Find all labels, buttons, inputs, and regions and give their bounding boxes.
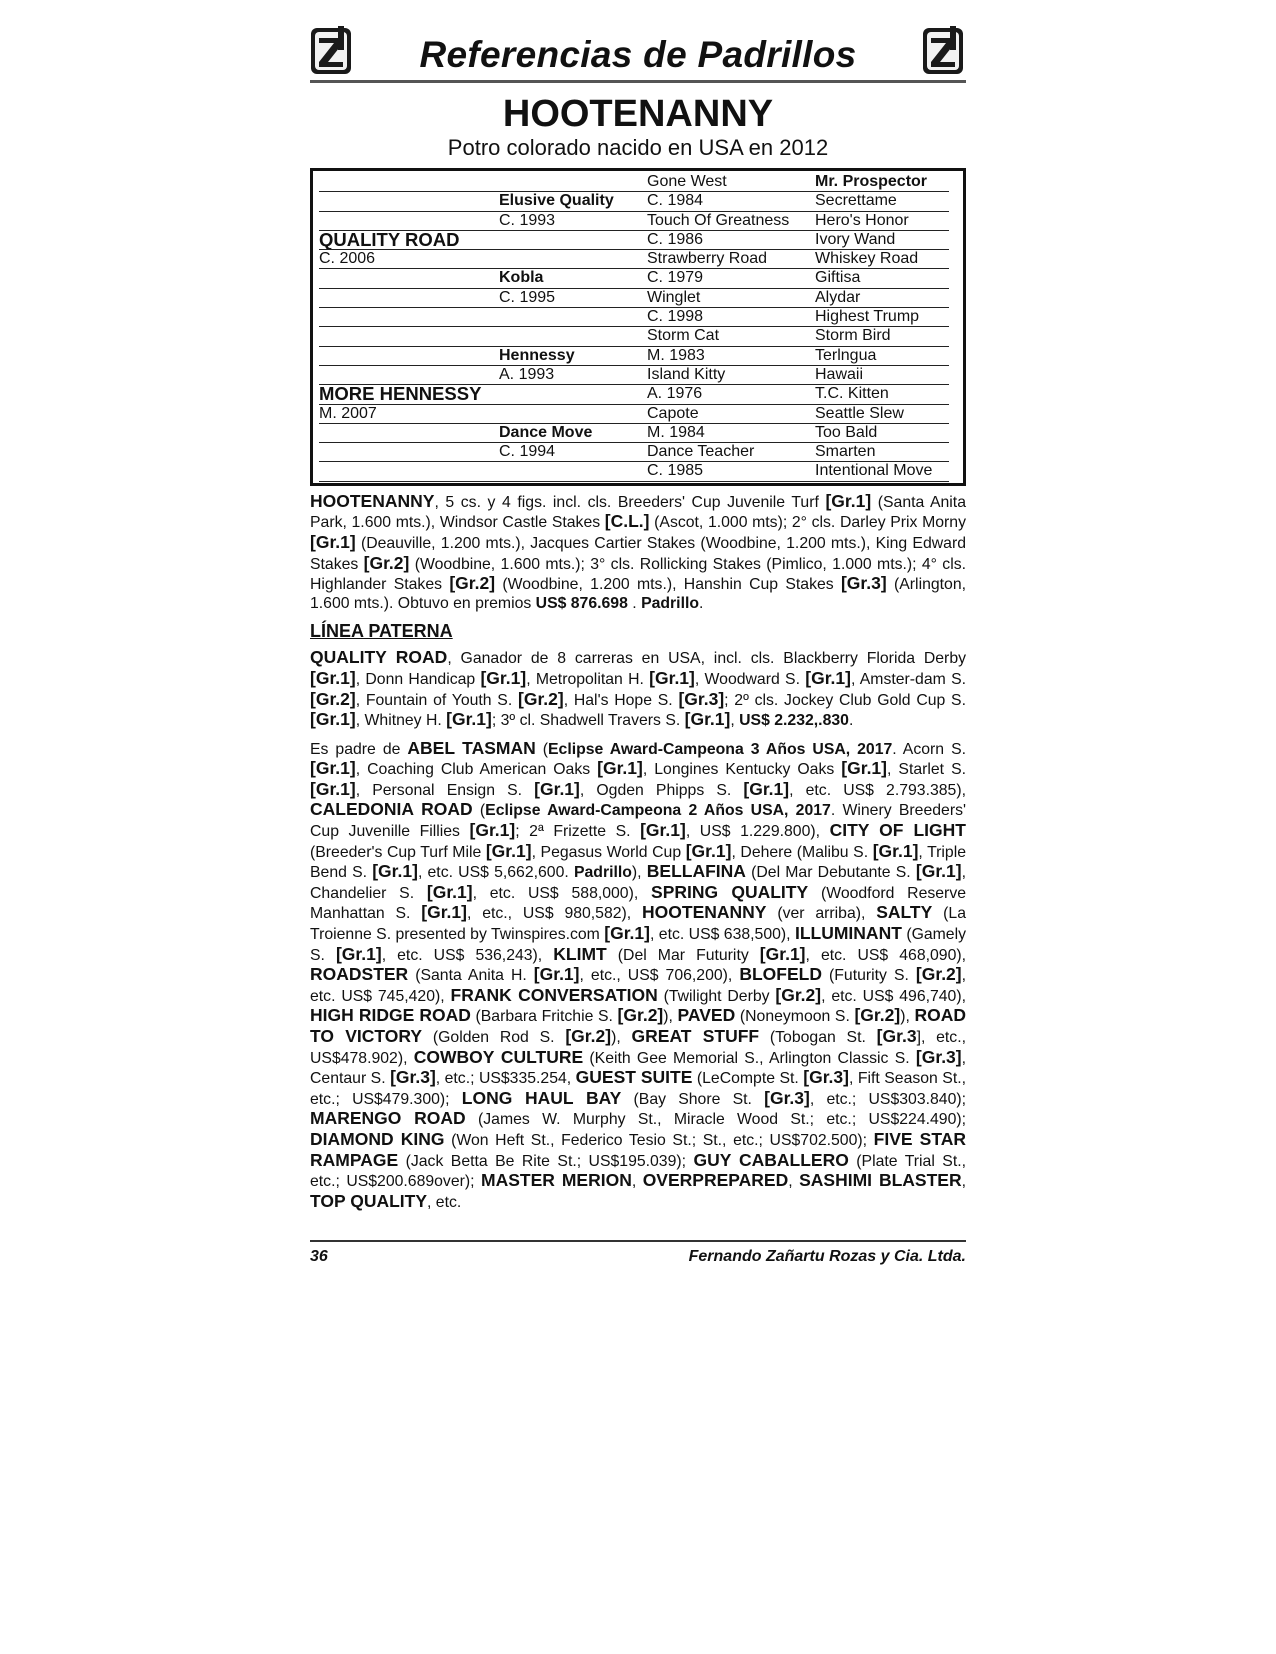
progeny-paragraph: [310, 739, 966, 1213]
bold-text: [Gr.3]: [390, 1067, 436, 1088]
bold-text: [Gr.1]: [469, 820, 516, 841]
body-text: (Gamely S.: [310, 926, 967, 964]
pedigree-cell: QUALITY ROAD: [319, 231, 499, 250]
pedigree-cell: [319, 192, 499, 211]
body-text: , Longines Kentucky Oaks: [642, 761, 842, 779]
bold-text: [Gr.3]: [915, 1046, 962, 1067]
bold-text: Padrillo: [641, 594, 699, 612]
publisher-name: Fernando Zañartu Rozas y Cia. Ltda.: [688, 1247, 966, 1265]
body-text: , etc., US$ 980,582),: [466, 905, 643, 923]
body-text: (La Troienne S. presented by Twinspires.com: [310, 905, 966, 944]
pedigree-cell: Hennessy: [499, 347, 647, 366]
pedigree-row: [319, 462, 949, 481]
bold-text: [Gr.2]: [518, 688, 564, 709]
body-text: , etc. US$ 536,243),: [381, 946, 554, 964]
body-text: , etc. US$ 588,000),: [472, 884, 652, 902]
body-text: , Triple Bend S.: [310, 843, 967, 882]
bold-text: [Gr.1]: [685, 840, 732, 861]
body-text: , etc. US$ 5,662,600.: [417, 864, 574, 882]
pedigree-cell: C. 1995: [499, 289, 647, 308]
body-text: ),: [663, 1008, 678, 1026]
pedigree-row: [319, 289, 949, 308]
pedigree-cell: Kobla: [499, 269, 647, 288]
bold-text: [Gr.3: [876, 1026, 917, 1046]
bold-text: HIGH RIDGE ROAD: [310, 1005, 471, 1026]
bold-text: [Gr.1]: [485, 840, 532, 861]
bold-text: BLOFELD: [739, 964, 822, 985]
pedigree-cell: C. 1985: [647, 462, 815, 481]
horse-subtitle: Potro colorado nacido en USA en 2012: [447, 135, 829, 160]
bold-text: [Gr.1]: [534, 778, 580, 799]
body-text: (Noneymoon S.: [735, 1008, 855, 1026]
pedigree-row: [319, 250, 949, 269]
pedigree-row: [319, 424, 949, 443]
pedigree-cell: Highest Trump: [815, 308, 949, 327]
bold-text: [Gr.1]: [310, 778, 356, 799]
pedigree-row: [319, 231, 949, 250]
body-text: (Santa Anita H.: [408, 967, 534, 985]
bold-text: [Gr.1]: [684, 709, 731, 730]
bold-text: GUEST SUITE: [575, 1067, 693, 1088]
sire-paragraph: [310, 648, 966, 730]
bold-text: [Gr.1]: [597, 758, 643, 779]
bold-text: ROAD TO VICTORY: [310, 1005, 967, 1046]
bold-text: [Gr.1]: [743, 778, 790, 799]
bold-text: [Gr.1]: [872, 840, 919, 861]
body-text: .: [699, 594, 704, 612]
pedigree-cell: Hawaii: [815, 366, 949, 385]
bold-text: [Gr.2]: [449, 573, 496, 594]
body-text: , Metropolitan H.: [526, 670, 650, 688]
bold-text: [Gr.1]: [480, 667, 527, 688]
bold-text: [Gr.1]: [310, 758, 356, 779]
pedigree-cell: [319, 327, 499, 346]
bold-text: [Gr.1]: [372, 861, 418, 882]
bold-text: [Gr.1]: [310, 531, 356, 552]
bold-text: [Gr.1]: [640, 820, 686, 841]
body-text: (Santa Anita Park, 1.600 mts.), Windsor Castle Stakes: [310, 493, 966, 532]
bold-text: CITY OF LIGHT: [829, 820, 966, 841]
page-number: 36: [310, 1247, 328, 1265]
pedigree-cell: C. 1986: [647, 231, 815, 250]
page-title: Referencias de Padrillos: [419, 34, 857, 75]
footer-divider: [310, 1240, 966, 1242]
body-text: , US$ 1.229.800),: [685, 823, 830, 841]
bold-text: [Gr.2]: [775, 984, 822, 1005]
pedigree-cell: T.C. Kitten: [815, 385, 949, 404]
body-text: , Fift Season St., etc.; US$479.300);: [310, 1070, 966, 1108]
body-text: (Arlington, 1.600 mts.). Obtuvo en premios: [310, 576, 966, 612]
bold-text: [Gr.1]: [805, 667, 851, 688]
body-text: , Ganador de 8 carreras en USA, incl. cls. Blackberry Florida Derby: [447, 650, 967, 668]
pedigree-cell: [499, 173, 647, 192]
body-text: , etc.; US$303.840);: [809, 1090, 967, 1108]
bold-text: LONG HAUL BAY: [461, 1087, 622, 1108]
pedigree-cell: M. 1983: [647, 347, 815, 366]
pedigree-cell: [319, 269, 499, 288]
body-text: (Woodbine, 1.200 mts.), Hanshin Cup Stakes: [495, 576, 841, 594]
page: [310, 20, 966, 1212]
body-text: , etc.: [427, 1193, 462, 1211]
pedigree-cell: Mr. Prospector: [815, 173, 949, 192]
body-text: . Acorn S.: [892, 740, 966, 758]
pedigree-row: [319, 405, 949, 424]
pedigree-row: [319, 173, 949, 192]
bold-text: GUY CABALLERO: [693, 1149, 849, 1170]
body-text: , Amster-dam S.: [850, 670, 966, 688]
bold-text: DIAMOND KING: [310, 1128, 445, 1149]
pedigree-cell: Whiskey Road: [815, 250, 949, 269]
logo-icon: [922, 26, 966, 76]
bold-text: [Gr.2]: [854, 1005, 901, 1026]
pedigree-cell: [319, 289, 499, 308]
pedigree-cell: A. 1976: [647, 385, 815, 404]
bold-text: US$ 876.698: [535, 594, 628, 612]
body-text: , etc. US$ 2.793.385),: [789, 781, 966, 799]
body-text: , Whitney H.: [355, 712, 447, 730]
pedigree-cell: C. 1998: [647, 308, 815, 327]
body-text: . Winery Breeders' Cup Juvenille Fillies: [310, 802, 966, 841]
body-text: .: [848, 712, 854, 730]
page-footer: [310, 1240, 966, 1266]
pedigree-cell: Too Bald: [815, 424, 949, 443]
header-divider: [310, 80, 966, 83]
pedigree-cell: [319, 308, 499, 327]
pedigree-cell: C. 1979: [647, 269, 815, 288]
bold-text: TOP QUALITY: [310, 1190, 428, 1211]
bold-text: [Gr.1]: [310, 667, 356, 688]
body-text: Es padre de: [310, 740, 408, 758]
pedigree-cell: [499, 308, 647, 327]
body-text: , Hal's Hope S.: [563, 691, 679, 709]
body-text: , Woodward S.: [694, 670, 806, 688]
bold-text: Padrillo: [573, 864, 632, 882]
pedigree-cell: [319, 212, 499, 231]
pedigree-cell: Winglet: [647, 289, 815, 308]
pedigree-row: [319, 443, 949, 462]
pedigree-cell: [499, 405, 647, 424]
pedigree-cell: Strawberry Road: [647, 250, 815, 269]
pedigree-cell: Alydar: [815, 289, 949, 308]
body-text: .: [627, 594, 642, 612]
pedigree-cell: [319, 366, 499, 385]
bold-text: [Gr.1]: [421, 902, 467, 923]
pedigree-cell: [319, 173, 499, 192]
body-text: ),: [900, 1008, 915, 1026]
bold-text: [Gr.3]: [764, 1087, 810, 1108]
pedigree-cell: Storm Bird: [815, 327, 949, 346]
body-text: ; 3º cl. Shadwell Travers S.: [491, 712, 685, 730]
bold-text: SASHIMI BLASTER: [799, 1170, 962, 1191]
body-text: (Won Heft St., Federico Tesio St.; St., etc.; US$702.500);: [444, 1131, 874, 1149]
pedigree-cell: Gone West: [647, 173, 815, 192]
body-text: (James W. Murphy St., Miracle Wood St.; etc.; US$224.490);: [465, 1111, 967, 1129]
pedigree-cell: [499, 231, 647, 250]
body-text: , Coaching Club American Oaks: [355, 761, 598, 779]
bold-text: MARENGO ROAD: [310, 1108, 466, 1129]
bold-text: COWBOY CULTURE: [413, 1046, 584, 1067]
body-text: (Woodbine, 1.600 mts.); 3° cls. Rollicking Stakes (Pimlico, 1.000 mts.); 4° cls. Highlander Stakes: [310, 555, 966, 594]
pedigree-cell: Island Kitty: [647, 366, 815, 385]
page-header: [310, 20, 966, 82]
body-text: (Barbara Fritchie S.: [470, 1008, 618, 1026]
bold-text: [Gr.2]: [565, 1026, 612, 1046]
pedigree-cell: Elusive Quality: [499, 192, 647, 211]
body-text: (: [535, 740, 548, 758]
pedigree-row: [319, 385, 949, 404]
pedigree-cell: Smarten: [815, 443, 949, 462]
body-text: ,: [730, 712, 740, 730]
bold-text: [Gr.1]: [426, 881, 473, 902]
body-text: , Ogden Phipps S.: [579, 781, 744, 799]
body-text: (Ascot, 1.000 mts); 2° cls. Darley Prix Morny: [649, 514, 966, 532]
pedigree-cell: [499, 462, 647, 481]
bold-text: SALTY: [876, 902, 933, 923]
bold-text: FRANK CONVERSATION: [450, 984, 658, 1005]
pedigree-row: [319, 192, 949, 211]
body-text: , 5 cs. y 4 figs. incl. cls. Breeders' Cup Juvenile Turf: [434, 493, 826, 511]
body-text: (Breeder's Cup Turf Mile: [310, 843, 486, 861]
body-text: , etc. US$ 638,500),: [649, 926, 795, 944]
bold-text: ILLUMINANT: [794, 923, 902, 944]
body-text: (Del Mar Futurity: [606, 946, 760, 964]
body-text: ,: [961, 1173, 966, 1191]
bold-text: QUALITY ROAD: [310, 647, 448, 668]
pedigree-cell: [499, 385, 647, 404]
bold-text: [Gr.3]: [840, 573, 887, 594]
bold-text: HOOTENANNY: [310, 490, 435, 511]
pedigree-cell: Secrettame: [815, 192, 949, 211]
body-text: , Dehere (Malibu S.: [731, 843, 873, 861]
pedigree-cell: [319, 462, 499, 481]
body-text: , etc.; US$335.254,: [435, 1070, 576, 1088]
pedigree-cell: C. 2006: [319, 250, 499, 269]
body-text: ,: [788, 1173, 800, 1191]
body-text: ),: [611, 1029, 632, 1046]
pedigree-cell: [499, 250, 647, 269]
body-text: (Futurity S.: [821, 967, 916, 985]
bold-text: [Gr.3]: [678, 688, 725, 709]
bold-text: [Gr.1]: [649, 667, 695, 688]
body-text: ; 2ª Frizette S.: [515, 823, 641, 841]
body-text: (Bay Shore St.: [621, 1090, 765, 1108]
bold-text: [Gr.2]: [915, 964, 962, 985]
body-text: , Fountain of Youth S.: [355, 691, 518, 709]
bold-text: [Gr.1]: [825, 490, 872, 511]
bold-text: FIVE STAR RAMPAGE: [310, 1128, 967, 1170]
bold-text: ROADSTER: [310, 964, 409, 985]
race-record-paragraph: [310, 492, 966, 614]
bold-text: [Gr.3]: [803, 1067, 849, 1088]
body-text: (Plate Trial St., etc.; US$200.689over);: [310, 1152, 966, 1191]
body-text: , Chandelier S.: [310, 864, 966, 902]
pedigree-cell: C. 1984: [647, 192, 815, 211]
pedigree-cell: Seattle Slew: [815, 405, 949, 424]
body-text: (Tobogan St.: [759, 1029, 877, 1046]
pedigree-cell: A. 1993: [499, 366, 647, 385]
bold-text: Eclipse Award-Campeona 2 Años USA, 2017: [485, 802, 831, 820]
bold-text: [Gr.1]: [915, 861, 962, 882]
pedigree-cell: C. 1994: [499, 443, 647, 462]
bold-text: [Gr.1]: [335, 943, 382, 964]
bold-text: [Gr.1]: [446, 709, 492, 730]
pedigree-cell: Hero's Honor: [815, 212, 949, 231]
body-text: (Woodford Reserve Manhattan S.: [310, 884, 967, 923]
pedigree-cell: Dance Move: [499, 424, 647, 443]
pedigree-cell: MORE HENNESSY: [319, 385, 499, 404]
bold-text: MASTER MERION: [481, 1170, 632, 1191]
body-text: , Pegasus World Cup: [531, 843, 686, 861]
body-text: , etc., US$ 706,200),: [579, 967, 740, 985]
pedigree-cell: Ivory Wand: [815, 231, 949, 250]
pedigree-row: [319, 269, 949, 288]
body-text: ], etc., US$478.902),: [310, 1029, 966, 1067]
body-text: , etc. US$ 468,090),: [805, 946, 967, 964]
bold-text: [Gr.2]: [310, 688, 356, 709]
pedigree-table: [310, 168, 966, 486]
body-text: ; 2º cls. Jockey Club Gold Cup S.: [724, 691, 966, 709]
horse-name: HOOTENANNY: [502, 93, 774, 135]
pedigree-cell: [499, 327, 647, 346]
bold-text: [Gr.1]: [841, 758, 887, 779]
pedigree-cell: Giftisa: [815, 269, 949, 288]
bold-text: [Gr.2]: [617, 1005, 664, 1026]
pedigree-cell: C. 1993: [499, 212, 647, 231]
pedigree-cell: Capote: [647, 405, 815, 424]
body-text: , Personal Ensign S.: [355, 781, 535, 799]
body-text: , Starlet S.: [887, 761, 966, 779]
bold-text: OVERPREPARED: [642, 1170, 789, 1191]
pedigree-cell: Touch Of Greatness: [647, 212, 815, 231]
bold-text: [Gr.2]: [363, 552, 410, 573]
bold-text: PAVED: [677, 1005, 736, 1026]
bold-text: GREAT STUFF: [631, 1026, 760, 1046]
body-text: , Donn Handicap: [355, 670, 481, 688]
pedigree-cell: M. 2007: [319, 405, 499, 424]
body-text: , Centaur S.: [310, 1049, 967, 1088]
body-text: (Deauville, 1.200 mts.), Jacques Cartier Stakes (Woodbine, 1.200 mts.), King Edward Stakes: [310, 534, 966, 573]
body-text: ,: [631, 1173, 643, 1191]
bold-text: Eclipse Award-Campeona 3 Años USA, 2017: [548, 740, 893, 758]
bold-text: [Gr.1]: [604, 923, 650, 944]
pedigree-row: [319, 308, 949, 327]
bold-text: SPRING QUALITY: [651, 881, 809, 902]
section-title: LÍNEA PATERNA: [310, 621, 453, 642]
bold-text: KLIMT: [553, 943, 607, 964]
bold-text: HOOTENANNY: [642, 902, 767, 923]
pedigree-cell: Terlngua: [815, 347, 949, 366]
pedigree-cell: [319, 443, 499, 462]
body-text: (Del Mar Debutante S.: [745, 864, 916, 882]
body-text: (Golden Rod S.: [422, 1029, 566, 1046]
bold-text: [Gr.1]: [310, 709, 356, 730]
bold-text: ABEL TASMAN: [407, 737, 536, 758]
pedigree-row: [319, 366, 949, 385]
pedigree-cell: M. 1984: [647, 424, 815, 443]
body-text: (ver arriba),: [766, 905, 877, 923]
pedigree-cell: Intentional Move: [815, 462, 949, 481]
pedigree-row: [319, 212, 949, 231]
pedigree-row: [319, 327, 949, 346]
pedigree-cell: [319, 424, 499, 443]
bold-text: [Gr.1]: [759, 943, 806, 964]
body-text: (Keith Gee Memorial S., Arlington Classic S.: [583, 1049, 916, 1067]
body-text: (Jack Betta Be Rite St.; US$195.039);: [398, 1152, 694, 1170]
bold-text: CALEDONIA ROAD: [310, 799, 473, 820]
pedigree-row: [319, 347, 949, 366]
body-text: (: [472, 802, 486, 820]
body-text: , etc. US$ 745,420),: [310, 967, 967, 1005]
pedigree-cell: Dance Teacher: [647, 443, 815, 462]
body-text: , etc. US$ 496,740),: [821, 987, 966, 1005]
body-text: (Twilight Derby: [657, 987, 776, 1005]
body-text: ),: [631, 864, 647, 882]
bold-text: [C.L.]: [604, 511, 650, 532]
body-text: (LeCompte St.: [692, 1070, 804, 1088]
bold-text: [Gr.1]: [533, 964, 580, 985]
pedigree-cell: Storm Cat: [647, 327, 815, 346]
pedigree-cell: [319, 347, 499, 366]
bold-text: BELLAFINA: [646, 861, 746, 882]
bold-text: US$ 2.232,.830: [739, 712, 849, 730]
